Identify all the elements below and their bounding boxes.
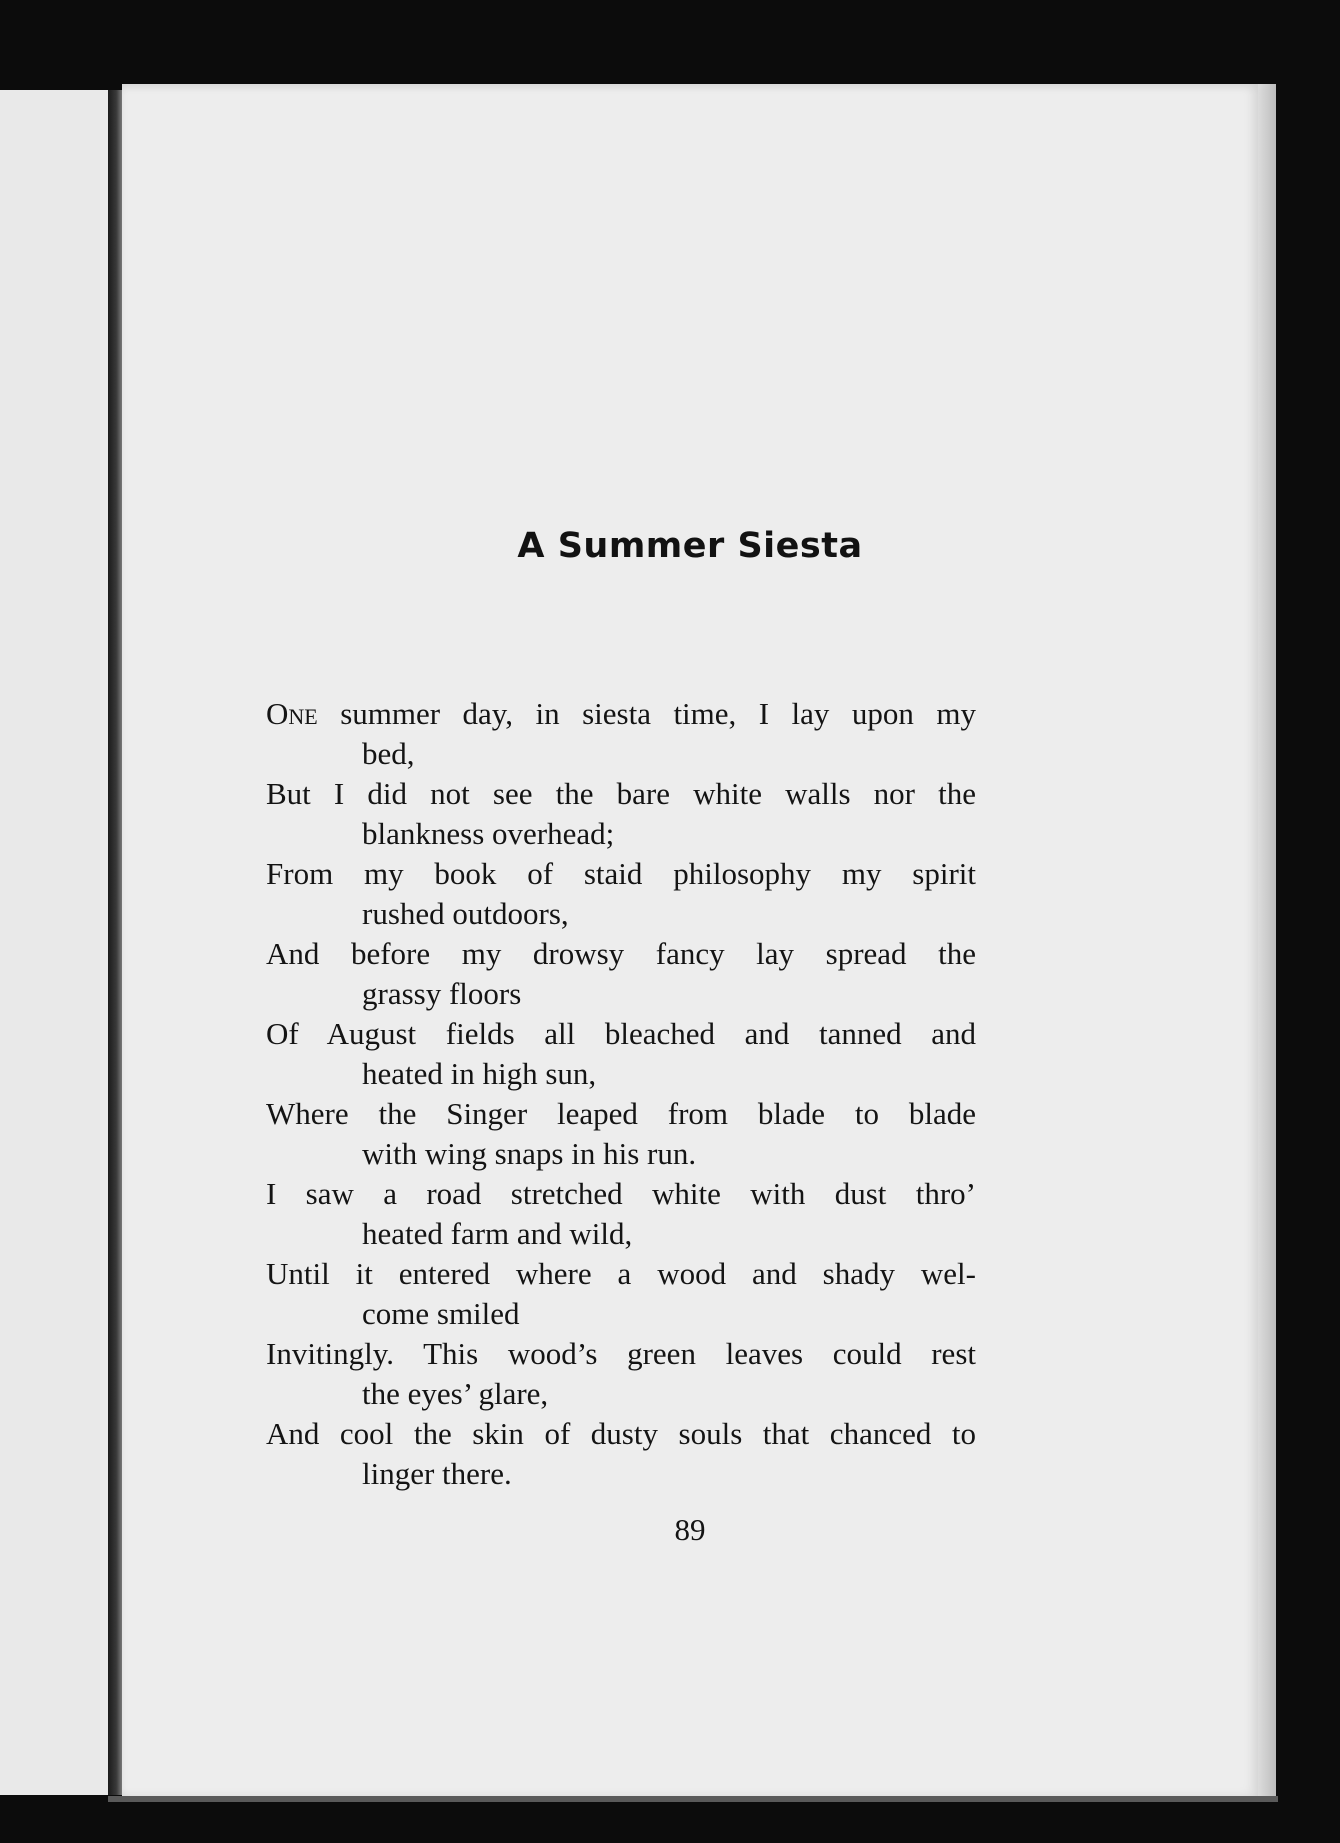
verse-continuation: linger there.	[362, 1456, 512, 1491]
poem-body	[266, 694, 976, 1494]
book-page	[122, 84, 1258, 1796]
verse-first-line: And cool the skin of dusty souls that chanced to	[266, 1416, 976, 1451]
verse-continuation: heated in high sun,	[362, 1056, 597, 1091]
page-fore-edge	[1258, 84, 1276, 1796]
verse-continuation: rushed outdoors,	[362, 896, 569, 931]
poem-verse	[266, 854, 976, 934]
verse-first-line: I saw a road stretched white with dust thro’	[266, 1176, 976, 1211]
poem-verse	[266, 774, 976, 854]
poem-verse	[266, 1174, 976, 1254]
verse-first-line: Of August fields all bleached and tanned and	[266, 1016, 976, 1051]
poem-verse	[266, 1014, 976, 1094]
poem-verse	[266, 1094, 976, 1174]
verse-continuation: come smiled	[362, 1296, 520, 1331]
verse-first-line: But I did not see the bare white walls nor the	[266, 776, 976, 811]
verse-first-line	[266, 694, 976, 734]
poem-verse	[266, 1334, 976, 1414]
page-bottom-edge	[108, 1796, 1278, 1802]
verse-continuation: with wing snaps in his run.	[362, 1136, 697, 1171]
verse-first-line: And before my drowsy fancy lay spread the	[266, 936, 976, 971]
verse-first-line: Where the Singer leaped from blade to blade	[266, 1096, 976, 1131]
verse-continuation: the eyes’ glare,	[362, 1376, 549, 1411]
verse-continuation: bed,	[362, 736, 415, 771]
poem-verse	[266, 934, 976, 1014]
poem-verse	[266, 1414, 976, 1494]
book-gutter	[108, 90, 122, 1795]
poem-verse	[266, 1254, 976, 1334]
verse-first-line: Until it entered where a wood and shady wel-	[266, 1256, 976, 1291]
verse-continuation: heated farm and wild,	[362, 1216, 633, 1251]
verse-first-line: From my book of staid philosophy my spirit	[266, 856, 976, 891]
opening-line-rest: summer day, in siesta time, I lay upon my	[317, 696, 976, 731]
poem-title: A Summer Siesta	[517, 526, 863, 566]
verse-first-line: Invitingly. This wood’s green leaves could rest	[266, 1336, 976, 1371]
verse-continuation: blankness overhead;	[362, 816, 615, 851]
page-number: 89	[674, 1512, 706, 1547]
facing-page-edge	[0, 90, 108, 1795]
verse-continuation: grassy floors	[362, 976, 522, 1011]
opening-word: One	[266, 696, 318, 731]
poem-verse	[266, 694, 976, 774]
